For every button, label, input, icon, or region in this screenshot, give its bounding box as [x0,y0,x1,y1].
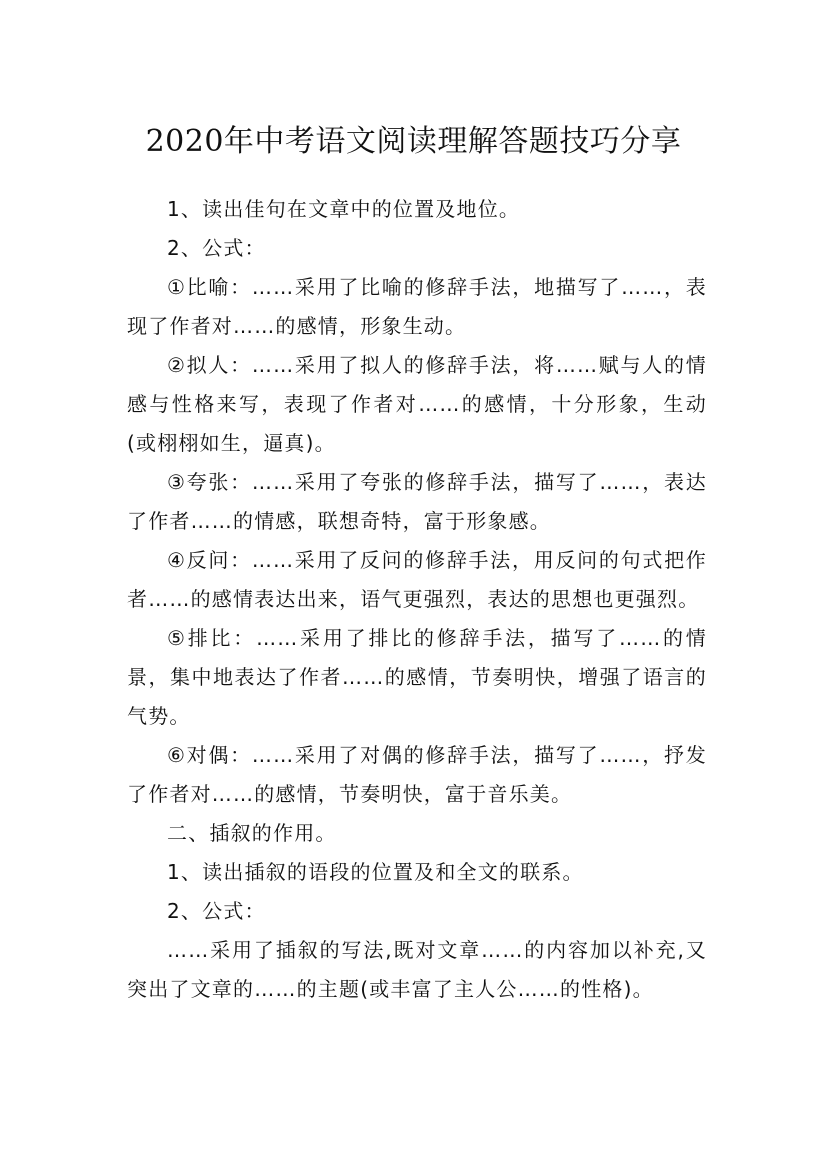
paragraph-metaphor: ①比喻：……采用了比喻的修辞手法，地描写了……，表现了作者对……的感情，形象生动。 [127,275,707,338]
paragraph-formula-heading-2: 2、公式： [167,899,266,923]
paragraph-personification: ②拟人：……采用了拟人的修辞手法，将……赋与人的情感与性格来写，表现了作者对……的感情，十分形象，生动(或栩栩如生，逼真)。 [127,353,707,455]
paragraph-antithesis: ⑥对偶：……采用了对偶的修辞手法，描写了……，抒发了作者对……的感情，节奏明快，富于音乐美。 [127,743,707,806]
paragraph-exaggeration: ③夸张：……采用了夸张的修辞手法，描写了……，表达了作者……的情感，联想奇特，富于形象感。 [127,470,707,533]
paragraph-flashback-formula: ……采用了插叙的写法,既对文章……的内容加以补充,又突出了文章的……的主题(或丰富了主人公……的性格)。 [127,938,707,1001]
paragraph-formula-heading: 2、公式： [167,236,266,260]
paragraph-parallelism: ⑤排比：……采用了排比的修辞手法，描写了……的情景，集中地表达了作者……的感情，节奏明快，增强了语言的气势。 [127,626,707,728]
paragraph-read-sentence-position: 1、读出佳句在文章中的位置及地位。 [167,197,521,221]
section-heading-flashback: 二、插叙的作用。 [167,821,337,845]
document-body [127,190,707,1009]
paragraph-rhetorical-question: ④反问：……采用了反问的修辞手法，用反问的句式把作者……的感情表达出来，语气更强烈，表达的思想也更强烈。 [127,548,707,611]
document-title: 2020年中考语文阅读理解答题技巧分享 [145,124,682,160]
paragraph-read-flashback-position: 1、读出插叙的语段的位置及和全文的联系。 [167,860,584,884]
